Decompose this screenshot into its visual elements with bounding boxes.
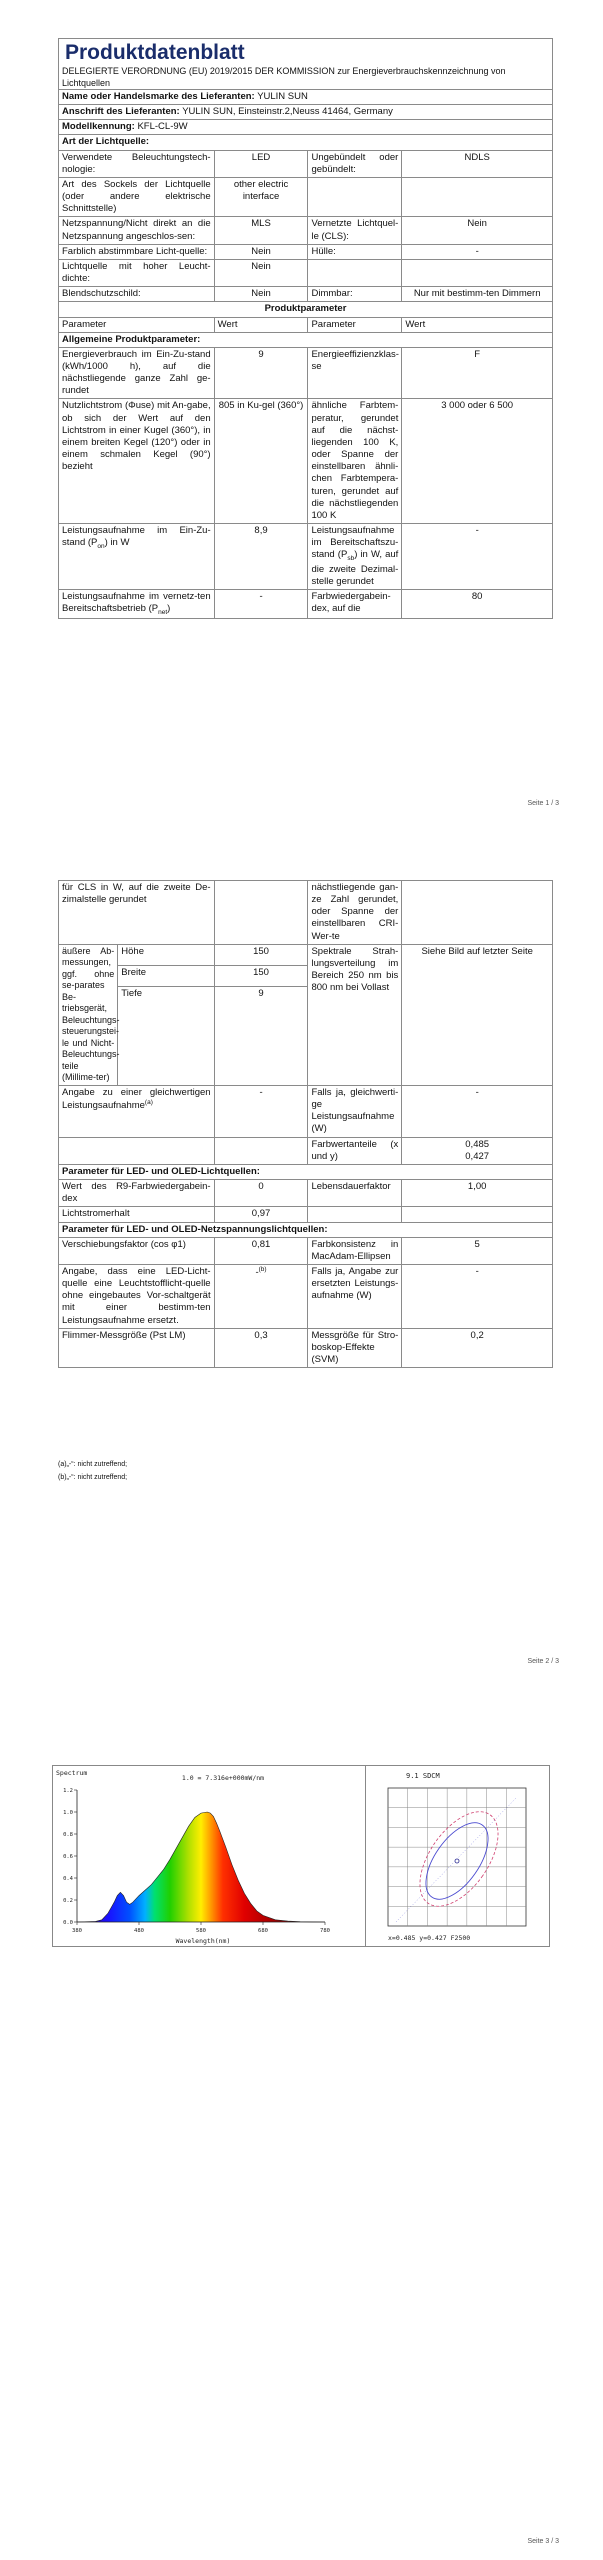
replacement-value: - [255, 1267, 259, 1279]
table-row [59, 1180, 553, 1207]
cell-directional-label: Ungebündelt oder gebündelt: [308, 150, 402, 177]
cell-standby-label [308, 524, 402, 590]
cell-displacement-label: Verschiebungsfaktor (cos φ1) [59, 1237, 215, 1264]
standby-sub: sb [347, 555, 355, 563]
table-row [59, 217, 553, 244]
cell-flux-label: Nutzlichtstrom (Φuse) mit An-gabe, ob sich der Wert auf den Lichtstrom in einer Kugel (360°), in einem breiten Kegel (120°) oder in einem schmalen Kegel (90°) bezieht [59, 399, 215, 524]
table-row [59, 1137, 553, 1164]
page-2 [0, 880, 603, 1680]
address-value: YULIN SUN, Einsteinstr.2,Neuss 41464, Germany [182, 106, 393, 118]
y-tick-label: 0.6 [63, 1854, 73, 1860]
cell-equivalent-power-label [59, 1085, 215, 1137]
table-row [59, 1328, 553, 1367]
cell-cls-value: Nein [402, 217, 553, 244]
product-parameters-heading: Produktparameter [59, 302, 553, 317]
cell-power-on-label [59, 524, 215, 590]
cell-mains-value: MLS [214, 217, 308, 244]
cell-equivalent-power-right-value: - [402, 1085, 553, 1137]
cell-cap-value: other electric interface [214, 177, 308, 216]
cell-empty [214, 881, 308, 945]
cell-chromaticity-value [402, 1137, 553, 1164]
supplier-label: Name oder Handelsmarke des Lieferanten: [62, 91, 255, 102]
cell-r9-value: 0 [214, 1180, 308, 1207]
cell-empty [59, 1137, 215, 1164]
table-row [59, 1207, 553, 1222]
cell-dimensions-label: äußere Ab-messungen, ggf. ohne se-parates Be-triebsgerät, Beleuchtungs-steuerungstei-le und Nicht-Beleuchtungs-teile (Millime-ter) [59, 944, 118, 1085]
chromaticity-x: 0,485 [465, 1138, 490, 1150]
cell-mains-label: Netzspannung/Nicht direkt an die Netzspannung angeschlos-sen: [59, 217, 215, 244]
power-on-suffix: ) in W [104, 537, 130, 549]
cell-net-standby-label [59, 589, 215, 618]
column-header-value: Wert [402, 317, 553, 332]
y-tick-label: 1.0 [63, 1810, 73, 1816]
table-row [59, 1085, 553, 1137]
table-row [59, 287, 553, 302]
light-source-type-heading: Art der Lichtquelle: [59, 135, 553, 150]
model-label: Modellkennung: [62, 121, 135, 133]
cell-antiglare-value: Nein [214, 287, 308, 302]
cell-net-standby-value: - [214, 589, 308, 618]
sdcm-ellipse-outer [404, 1798, 513, 1920]
model-row [59, 120, 553, 135]
cell-directional-value: NDLS [402, 150, 553, 177]
cell-flicker-value: 0,3 [214, 1328, 308, 1367]
cell-empty [214, 1137, 308, 1164]
spectrum-svg [53, 1766, 366, 1946]
cell-cct-value: 3 000 oder 6 500 [402, 399, 553, 524]
netsb-sub: net [158, 608, 168, 616]
column-header-parameter: Parameter [59, 317, 215, 332]
cell-maintenance-value: 0,97 [214, 1207, 308, 1222]
y-tick-label: 0.8 [63, 1832, 73, 1838]
regulation-reference: DELEGIERTE VERORDNUNG (EU) 2019/2015 DER KOMMISSION zur Energieverbrauchskennzeichnung von Lichtquellen [62, 66, 506, 88]
equiv-prefix: Angabe zu einer gleichwertigen Leistungsaufnahme [62, 1086, 211, 1112]
datasheet-table-page-1 [58, 38, 553, 619]
cell-empty [308, 1207, 402, 1222]
cell-maintenance-label: Lichtstromerhalt [59, 1207, 215, 1222]
table-row [59, 524, 553, 590]
cell-equivalent-power-value: - [214, 1085, 308, 1137]
spectrum-plot-area [63, 1788, 330, 1934]
page-title: Produktdatenblatt [65, 41, 245, 64]
cell-survival-label: Lebensdauerfaktor [308, 1180, 402, 1207]
x-tick-label: 380 [72, 1928, 82, 1934]
standby-suffix: ) in W, auf die zweite Dezimal-stelle gerundet [311, 549, 399, 587]
sdcm-frame [388, 1788, 526, 1926]
cell-energy-label: Energieverbrauch im Ein-Zu-stand (kWh/1000 h), auf die nächstliegende ganze Zahl ge-rundet [59, 347, 215, 399]
cell-flux-value: 805 in Ku-gel (360°) [214, 399, 308, 524]
cell-macadam-value: 5 [402, 1237, 553, 1264]
cell-energy-class-label: Energieeffizienzklas-se [308, 347, 402, 399]
cell-replacement-right-value: - [402, 1265, 553, 1329]
cell-flicker-label: Flimmer-Messgröße (Pst LM) [59, 1328, 215, 1367]
address-label: Anschrift des Lieferanten: [62, 106, 180, 118]
table-row [59, 259, 553, 286]
equiv-footnote-mark: (a) [144, 1099, 153, 1107]
model-value: KFL-CL-9W [137, 121, 188, 133]
cell-cri-value: 80 [402, 589, 553, 618]
cell-dimmable-value: Nur mit bestimm-ten Dimmern [402, 287, 553, 302]
x-tick-label: 480 [134, 1928, 144, 1934]
spectrum-title: 1.0 = 7.316e+000mW/nm [181, 1774, 265, 1782]
table-row [59, 244, 553, 259]
cell-height-label: Höhe [118, 944, 214, 965]
sdcm-ellipse-inner [414, 1812, 501, 1909]
sdcm-axis-guide [396, 1798, 516, 1922]
cell-cri-label: Farbwiedergabein-dex, auf die [308, 589, 402, 618]
page-3 [0, 1710, 603, 2560]
spectrum-x-axis-label: Wavelength(nm) [175, 1937, 231, 1945]
chromaticity-y: 0,427 [465, 1150, 490, 1162]
table-row [59, 589, 553, 618]
page-number: Seite 3 / 3 [527, 2538, 559, 2545]
cell-displacement-value: 0,81 [214, 1237, 308, 1264]
x-tick-label: 680 [258, 1928, 268, 1934]
footnote-a: (a)„-“: nicht zutreffend; [58, 1461, 128, 1468]
column-header-parameter: Parameter [308, 317, 402, 332]
cell-depth-value: 9 [214, 986, 308, 1085]
cell-cct-label: ähnliche Farbtem-peratur, gerundet auf die nächst-liegenden 100 K, oder Spanne der einstellbaren ähnli-chen Farbtempera-turen, gerundet auf die nächstliegenden 100 K [308, 399, 402, 524]
footnote-b: (b)„-“: nicht zutreffend; [58, 1474, 128, 1481]
x-tick-label: 780 [320, 1928, 330, 1934]
mains-parameters-heading: Parameter für LED- und OLED-Netzspannungslichtquellen: [59, 1222, 553, 1237]
y-tick-label: 0.0 [63, 1920, 73, 1926]
table-row [59, 944, 553, 965]
cell-power-on-value: 8,9 [214, 524, 308, 590]
cell-luminance-label: Lichtquelle mit hoher Leucht-dichte: [59, 259, 215, 286]
cell-empty [402, 259, 553, 286]
cell-svm-label: Messgröße für Stro-boskop-Effekte (SVM) [308, 1328, 402, 1367]
sdcm-plot-area [388, 1788, 526, 1926]
cell-dimmable-label: Dimmbar: [308, 287, 402, 302]
datasheet-table-page-2 [58, 880, 553, 1368]
sdcm-title: 9.1 SDCM [406, 1772, 440, 1780]
cell-survival-value: 1,00 [402, 1180, 553, 1207]
y-tick-label: 1.2 [63, 1788, 73, 1794]
cell-empty [402, 1207, 553, 1222]
general-parameters-heading: Allgemeine Produktparameter: [59, 332, 553, 347]
spectrum-corner-label: Spectrum [56, 1769, 88, 1777]
cell-antiglare-label: Blendschutzschild: [59, 287, 215, 302]
cell-envelope-label: Hülle: [308, 244, 402, 259]
netsb-prefix: Leistungsaufnahme im vernetz-ten Bereitschaftsbetrieb (P [62, 590, 211, 614]
cell-spectral-value: Siehe Bild auf letzter Seite [402, 944, 553, 1085]
cell-empty [402, 177, 553, 216]
cell-cls-label: Vernetzte Lichtquel-le (CLS): [308, 217, 402, 244]
spectrum-fill [77, 1812, 325, 1922]
supplier-row [59, 90, 553, 105]
supplier-value: YULIN SUN [257, 91, 308, 102]
table-row [59, 150, 553, 177]
replacement-footnote-mark: (b) [258, 1266, 267, 1273]
power-on-prefix: Leistungsaufnahme im Ein-Zu-stand (P [62, 525, 211, 549]
cell-luminance-value: Nein [214, 259, 308, 286]
page-number: Seite 1 / 3 [527, 800, 559, 807]
cell-tunable-value: Nein [214, 244, 308, 259]
sdcm-chart [365, 1765, 550, 1947]
cell-r9-label: Wert des R9-Farbwiedergabein-dex [59, 1180, 215, 1207]
power-on-sub: on [97, 543, 105, 551]
cell-width-value: 150 [214, 965, 308, 986]
cell-cri-cont: nächstliegende gan-ze Zahl gerundet, oder Spanne der einstellbaren CRI-Wer-te [308, 881, 402, 945]
sdcm-measured-point [455, 1859, 459, 1863]
cell-replacement-value [214, 1265, 308, 1329]
spectrum-chart [52, 1765, 367, 1947]
table-row [59, 881, 553, 945]
table-row [59, 177, 553, 216]
cell-envelope-value: - [402, 244, 553, 259]
table-row [59, 1265, 553, 1329]
cell-empty [308, 259, 402, 286]
cell-replacement-label: Angabe, dass eine LED-Licht-quelle eine Leuchtstofflicht-quelle ohne eingebautes Vor-schaltgerät mit einer bestimm-ten Leistungsaufnahme ersetzt. [59, 1265, 215, 1329]
cell-equivalent-power-right-label: Falls ja, gleichwerti-ge Leistungsaufnahme (W) [308, 1085, 402, 1137]
cell-cap-label: Art des Sockels der Lichtquelle (oder andere elektrische Schnittstelle) [59, 177, 215, 216]
standby-prefix: Leistungsaufnahme im Bereitschaftszu-stand (P [311, 525, 399, 561]
x-tick-label: 580 [196, 1928, 206, 1934]
cell-net-standby-cont: für CLS in W, auf die zweite De-zimalstelle gerundet [59, 881, 215, 945]
sdcm-svg [366, 1766, 549, 1946]
cell-depth-label: Tiefe [118, 986, 214, 1085]
y-tick-label: 0.2 [63, 1898, 73, 1904]
cell-energy-class-value: F [402, 347, 553, 399]
cell-empty [308, 177, 402, 216]
cell-technology-value: LED [214, 150, 308, 177]
led-parameters-heading: Parameter für LED- und OLED-Lichtquellen: [59, 1164, 553, 1179]
footnotes [58, 1458, 127, 1484]
table-row [59, 1237, 553, 1264]
cell-standby-value: - [402, 524, 553, 590]
cell-technology-label: Verwendete Beleuchtungstech-nologie: [59, 150, 215, 177]
cell-width-label: Breite [118, 965, 214, 986]
cell-energy-value: 9 [214, 347, 308, 399]
cell-macadam-label: Farbkonsistenz in MacAdam-Ellipsen [308, 1237, 402, 1264]
cell-tunable-label: Farblich abstimmbare Licht-quelle: [59, 244, 215, 259]
address-row [59, 105, 553, 120]
cell-height-value: 150 [214, 944, 308, 965]
table-header-row [59, 317, 553, 332]
y-tick-label: 0.4 [63, 1876, 73, 1882]
cell-replacement-right-label: Falls ja, Angabe zur ersetzten Leistungs-aufnahme (W) [308, 1265, 402, 1329]
page-1 [0, 0, 603, 820]
cell-chromaticity-label: Farbwertanteile (x und y) [308, 1137, 402, 1164]
page-number: Seite 2 / 3 [527, 1658, 559, 1665]
cell-spectral-label: Spektrale Strah-lungsverteilung im Bereich 250 nm bis 800 nm bei Vollast [308, 944, 402, 1085]
column-header-value: Wert [214, 317, 308, 332]
netsb-suffix: ) [167, 602, 171, 614]
cell-svm-value: 0,2 [402, 1328, 553, 1367]
sdcm-footer: x=0.485 y=0.427 F2500 [388, 1934, 471, 1942]
cell-empty [402, 881, 553, 945]
table-row [59, 399, 553, 524]
table-row [59, 347, 553, 399]
